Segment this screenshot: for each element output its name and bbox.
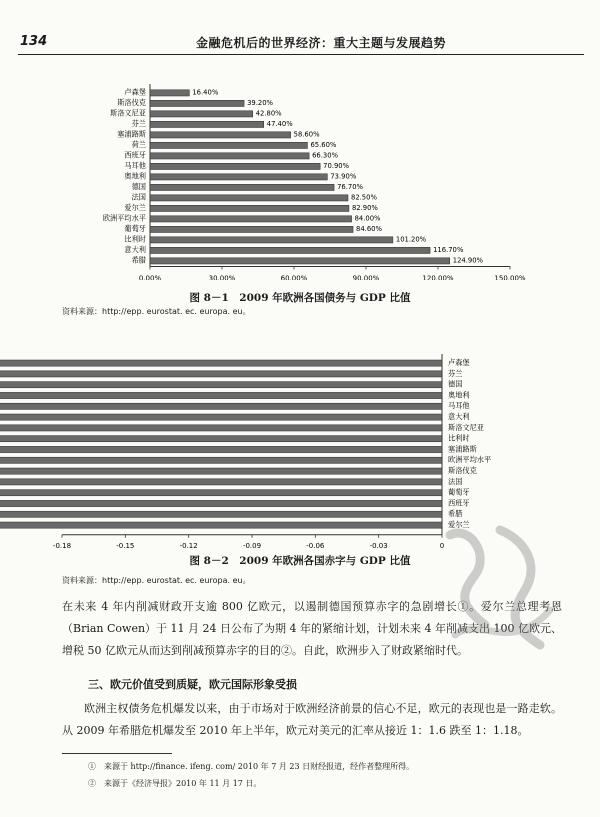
- chart1-category-label: 马耳他: [124, 161, 146, 170]
- chart1-category-label: 比利时: [124, 234, 146, 244]
- chart1-source: 资料来源：http://epp. eurostat. ec. europa. eu。: [62, 307, 251, 316]
- chart1-category-label: 塞浦路斯: [117, 129, 146, 139]
- chart1-category-label: 法国: [131, 192, 146, 202]
- chart1-category-label: 西班牙: [124, 150, 146, 160]
- chart1-bar: [150, 258, 450, 264]
- chart1-x-tick-label: 90.00%: [352, 274, 380, 280]
- chart1-bar: [150, 184, 334, 190]
- chart2-bar: [0, 392, 442, 398]
- running-header-title: 金融危机后的世界经济：重大主题与发展趋势: [196, 36, 447, 50]
- chart2-bar: [0, 446, 442, 452]
- chart2-bar: [0, 457, 442, 463]
- chart2-bar: [0, 500, 442, 506]
- footnote-2: ② 来源于《经济导报》2010 年 11 月 17 日。: [88, 779, 262, 788]
- chart2-bar: [0, 414, 442, 420]
- body-paragraph-2: 欧洲主权债务危机爆发以来，由于市场对于欧洲经济前景的信心不足，欧元的表现也是一路走软。从 2009 年希腊危机爆发至 2010 年上半年，欧元对美元的汇率从接近 1：1.6 跌至 1：1.18。: [62, 702, 562, 737]
- footnote-rule: [62, 753, 172, 754]
- chart1-value-label: 82.90%: [351, 204, 378, 212]
- chart2-category-label: 塞浦路斯: [448, 444, 477, 454]
- chart1-category-label: 卢森堡: [124, 87, 146, 97]
- chart1-bar: [150, 100, 244, 106]
- chart1-value-label: 76.70%: [337, 183, 364, 191]
- chart1-x-tick-label: 120.00%: [422, 274, 454, 280]
- chart1-value-label: 42.80%: [255, 109, 282, 118]
- chart1-value-label: 39.20%: [247, 99, 274, 107]
- chart2-category-label: 德国: [448, 379, 463, 389]
- chart1-value-label: 70.90%: [323, 162, 350, 170]
- chart2-bar: [0, 360, 442, 366]
- chart1-bar: [150, 195, 348, 201]
- chart2-category-label: 芬兰: [448, 368, 463, 378]
- chart2-x-tick-label: -0.12: [179, 541, 198, 548]
- chart1-x-tick-label: 30.00%: [208, 274, 236, 280]
- chart1-category-label: 芬兰: [131, 119, 146, 128]
- chart1-category-label: 欧洲平均水平: [102, 213, 146, 223]
- chart1-category-label: 爱尔兰: [124, 203, 146, 212]
- chart2-category-label: 马耳他: [448, 401, 470, 411]
- chart1-value-label: 101.20%: [395, 235, 427, 244]
- chart2-bar: [0, 371, 442, 377]
- chart1-value-label: 66.30%: [312, 151, 339, 160]
- chart1-x-tick-label: 150.00%: [494, 274, 526, 280]
- chart2-category-label: 西班牙: [448, 498, 470, 508]
- chart1-bar: [150, 163, 320, 169]
- chart1-value-label: 116.70%: [433, 246, 464, 254]
- chart1-bar: [150, 174, 327, 180]
- chart2-category-label: 斯洛文尼亚: [448, 422, 484, 432]
- chart1-category-label: 意大利: [124, 245, 146, 254]
- chart1-value-label: 124.90%: [452, 256, 484, 265]
- chart1-value-label: 65.60%: [310, 141, 337, 149]
- chart1-category-label: 斯洛文尼亚: [110, 108, 146, 118]
- chart1-category-label: 荷兰: [131, 140, 146, 149]
- chart1-x-tick-label: 0.00%: [138, 274, 162, 280]
- chart1-x-tick-label: 60.00%: [280, 274, 308, 280]
- chart2-bar: [0, 468, 442, 474]
- chart2-bar: [0, 490, 442, 496]
- chart2-category-label: 卢森堡: [448, 358, 470, 367]
- footnote-1: ① 来源于 http://finance. ifeng. com/ 2010 年 7 月 23 日财经报道，经作者整理所得。: [88, 762, 415, 771]
- chart1-bar: [150, 237, 393, 243]
- chart1-category-label: 奥地利: [124, 171, 146, 181]
- debt-gdp-chart: [0, 70, 600, 280]
- chart1-value-label: 84.00%: [354, 214, 381, 223]
- chart1-bar: [150, 132, 291, 138]
- chart2-x-tick-label: -0.03: [369, 541, 388, 548]
- chart2-bar: [0, 436, 442, 442]
- chart1-value-label: 16.40%: [192, 88, 219, 97]
- chart1-bar: [150, 90, 189, 96]
- chart1-bar: [150, 153, 309, 159]
- chart1-value-label: 58.60%: [293, 130, 320, 139]
- chart2-bar: [0, 511, 442, 517]
- chart1-bar: [150, 205, 349, 211]
- page-number: 134: [20, 34, 48, 49]
- chart1-bar: [150, 121, 264, 127]
- chart2-category-label: 比利时: [448, 433, 470, 443]
- chart2-category-label: 奥地利: [448, 390, 470, 400]
- chart2-x-tick-label: -0.06: [306, 541, 325, 548]
- chart1-value-label: 47.40%: [266, 120, 293, 128]
- chart2-x-tick-label: -0.09: [242, 541, 262, 548]
- chart2-category-label: 葡萄牙: [448, 487, 470, 497]
- watermark-stamp: [430, 515, 570, 665]
- body-paragraph-1: 在未来 4 年内削减财政开支逾 800 亿欧元，以遏制德国预算赤字的急剧增长①。爱尔兰总理考恩（Brian Cowen）于 11 月 24 日公布了为期 4 年的紧缩计划，计划未来 4 年削减支出 100 亿欧元、增税 50 亿欧元从而达到削减预算赤字的目的②。自此，欧洲步入了财政紧缩时代。: [62, 600, 562, 657]
- section-heading: 三、欧元价值受到质疑，欧元国际形象受损: [88, 678, 297, 691]
- chart2-source: 资料来源：http://epp. eurostat. ec. europa. eu。: [62, 576, 251, 585]
- chart2-category-label: 斯洛伐克: [448, 466, 477, 475]
- chart1-value-label: 82.50%: [351, 193, 377, 202]
- chart1-category-label: 德国: [131, 182, 146, 191]
- chart2-category-label: 法国: [448, 476, 463, 486]
- chart2-bar: [0, 425, 442, 431]
- chart2-category-label: 希腊: [448, 509, 463, 519]
- chart2-x-tick-label: -0.15: [116, 541, 135, 548]
- chart2-category-label: 欧洲平均水平: [448, 455, 492, 465]
- chart2-bar: [0, 479, 442, 485]
- chart2-x-tick-label: -0.18: [52, 541, 72, 548]
- chart2-category-label: 爱尔兰: [448, 520, 470, 529]
- chart1-bar: [150, 247, 430, 253]
- chart1-bar: [150, 216, 352, 222]
- chart1-category-label: 希腊: [131, 255, 146, 265]
- chart2-category-label: 意大利: [448, 412, 470, 421]
- chart2-bar: [0, 403, 442, 409]
- chart1-value-label: 84.60%: [356, 225, 382, 233]
- chart2-caption: 图 8－2 2009 年欧洲各国赤字与 GDP 比值: [189, 555, 411, 567]
- chart1-category-label: 斯洛伐克: [117, 98, 146, 107]
- chart1-caption: 图 8－1 2009 年欧洲各国债务与 GDP 比值: [189, 292, 411, 304]
- chart1-category-label: 葡萄牙: [124, 224, 146, 233]
- header-rule: [18, 54, 584, 55]
- chart2-x-tick-label: 0: [439, 541, 445, 548]
- chart1-value-label: 73.90%: [330, 172, 357, 181]
- chart2-bar: [0, 522, 442, 528]
- chart1-bar: [150, 226, 353, 232]
- chart1-bar: [150, 142, 307, 148]
- chart1-bar: [150, 111, 253, 117]
- chart2-bar: [0, 382, 442, 388]
